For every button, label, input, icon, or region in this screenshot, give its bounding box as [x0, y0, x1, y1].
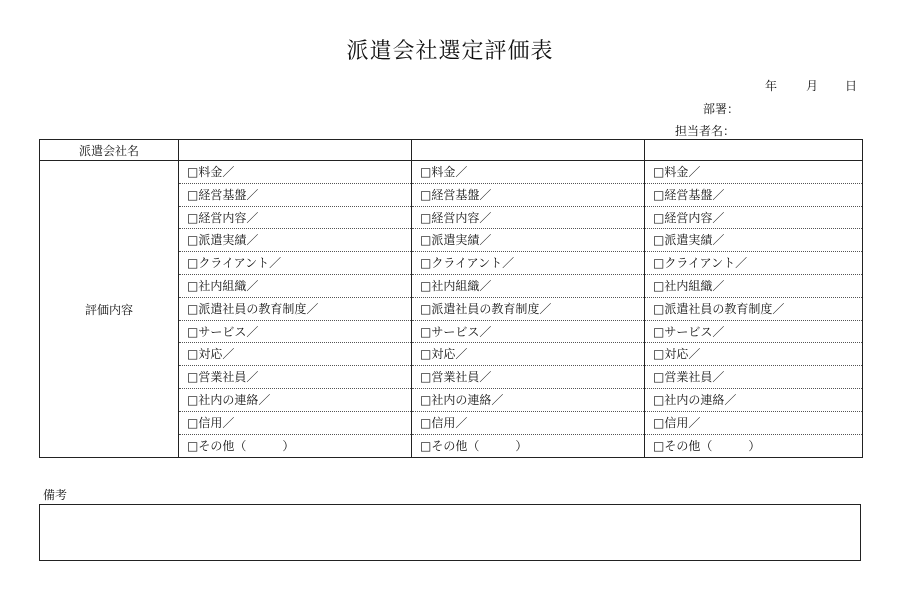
notes-box[interactable] [39, 504, 861, 561]
evaluation-checkbox-item[interactable]: □料金／ [645, 161, 862, 184]
evaluation-table [39, 139, 863, 458]
evaluation-column-2 [412, 161, 645, 458]
evaluation-column-1 [179, 161, 412, 458]
evaluation-checkbox-item[interactable]: □派遣実績／ [179, 229, 411, 252]
evaluation-checkbox-item[interactable]: □社内組織／ [179, 275, 411, 298]
date-day-label: 日 [845, 79, 858, 93]
evaluation-checkbox-item[interactable]: □派遣実績／ [412, 229, 644, 252]
evaluation-checkbox-item[interactable]: □派遣社員の教育制度／ [412, 298, 644, 321]
evaluation-row [40, 161, 863, 458]
evaluation-checkbox-item[interactable]: □対応／ [645, 343, 862, 366]
evaluation-checkbox-item[interactable]: □経営基盤／ [179, 184, 411, 207]
evaluation-checkbox-item[interactable]: □派遣社員の教育制度／ [179, 298, 411, 321]
evaluation-checkbox-item[interactable]: □信用／ [179, 412, 411, 435]
evaluation-checkbox-item[interactable]: □営業社員／ [645, 366, 862, 389]
page-title: 派遣会社選定評価表 [346, 39, 554, 64]
evaluation-checkbox-item[interactable]: □社内の連絡／ [412, 389, 644, 412]
company-name-field-1[interactable] [179, 140, 412, 161]
evaluation-checkbox-item[interactable]: □料金／ [179, 161, 411, 184]
evaluation-checkbox-item[interactable]: □サービス／ [179, 321, 411, 344]
person-in-charge-label: 担当者名： [675, 124, 736, 138]
date-month-label: 月 [806, 79, 819, 93]
evaluation-checkbox-item[interactable]: □社内組織／ [645, 275, 862, 298]
evaluation-checkbox-item[interactable]: □社内の連絡／ [645, 389, 862, 412]
department-label: 部署： [703, 102, 740, 116]
company-name-label: 派遣会社名 [40, 140, 179, 161]
company-name-row [40, 140, 863, 161]
evaluation-checkbox-item[interactable]: □クライアント／ [179, 252, 411, 275]
evaluation-checkbox-item[interactable]: □その他（ ） [420, 438, 528, 453]
evaluation-checkbox-item[interactable]: □サービス／ [645, 321, 862, 344]
evaluation-checkbox-item[interactable]: □派遣実績／ [645, 229, 862, 252]
evaluation-checkbox-item[interactable]: □営業社員／ [412, 366, 644, 389]
evaluation-checkbox-item[interactable]: □その他（ ） [187, 438, 295, 453]
evaluation-checkbox-item[interactable]: □営業社員／ [179, 366, 411, 389]
evaluation-checkbox-item[interactable]: □経営内容／ [412, 207, 644, 230]
evaluation-checkbox-item[interactable]: □対応／ [179, 343, 411, 366]
evaluation-label: 評価内容 [40, 161, 179, 458]
evaluation-checkbox-item[interactable]: □社内組織／ [412, 275, 644, 298]
evaluation-checkbox-item[interactable]: □経営基盤／ [412, 184, 644, 207]
evaluation-checkbox-item[interactable]: □料金／ [412, 161, 644, 184]
evaluation-checkbox-item[interactable]: □その他（ ） [653, 438, 761, 453]
company-name-field-2[interactable] [412, 140, 645, 161]
evaluation-checkbox-item[interactable]: □対応／ [412, 343, 644, 366]
company-name-field-3[interactable] [645, 140, 863, 161]
evaluation-checkbox-item[interactable]: □社内の連絡／ [179, 389, 411, 412]
evaluation-checkbox-item[interactable]: □信用／ [412, 412, 644, 435]
notes-label: 備考 [43, 488, 68, 502]
evaluation-checkbox-item[interactable]: □経営基盤／ [645, 184, 862, 207]
evaluation-checkbox-item[interactable]: □信用／ [645, 412, 862, 435]
date-year-label: 年 [765, 79, 778, 93]
evaluation-checkbox-item[interactable]: □経営内容／ [645, 207, 862, 230]
evaluation-checkbox-item[interactable]: □経営内容／ [179, 207, 411, 230]
evaluation-checkbox-item[interactable]: □クライアント／ [412, 252, 644, 275]
evaluation-checkbox-item[interactable]: □クライアント／ [645, 252, 862, 275]
evaluation-checkbox-item[interactable]: □サービス／ [412, 321, 644, 344]
evaluation-column-3 [645, 161, 863, 458]
evaluation-checkbox-item[interactable]: □派遣社員の教育制度／ [645, 298, 862, 321]
